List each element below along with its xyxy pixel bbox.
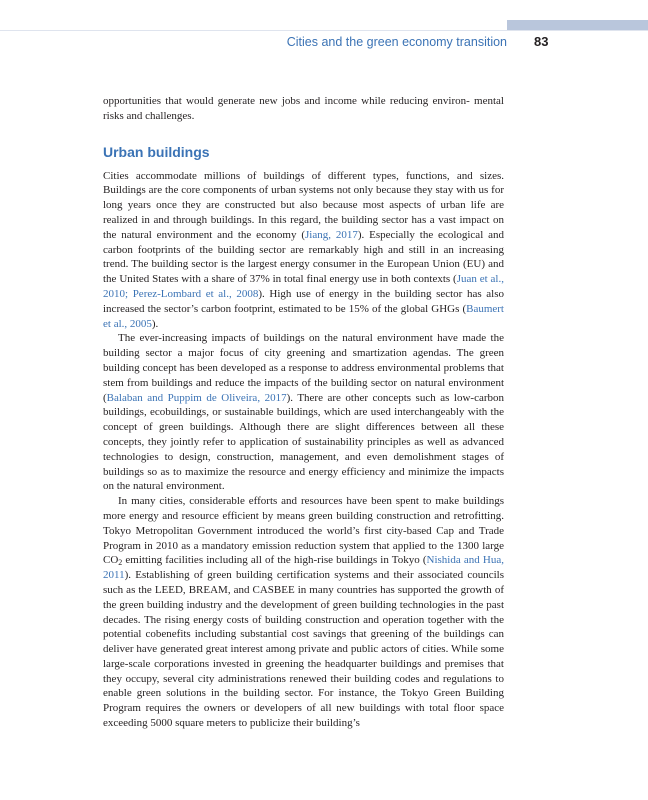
co2-subscript: 2 — [118, 558, 123, 568]
p1-text-4: ). — [151, 317, 159, 330]
citation-nishida-2011[interactable]: Nishida and Hua, 2011 — [103, 554, 504, 582]
page-number: 83 — [534, 34, 549, 49]
intro-paragraph: opportunities that would generate new jobs and income while reducing environ- mental risks and challenges. — [103, 95, 504, 122]
p1-text-1: Cities accommodate millions of buildings of different types, functions, and sizes. Buildings are the core components of urban systems not only because they stay with us for long years once they are constructed but also because most aspects of urban life are realized in and through buildings. In this regard, the building sector has a vast impact on the natural environment and the economy ( — [103, 169, 504, 241]
citation-juan-perez-lombard[interactable]: Juan et al., 2010; Perez-Lombard et al., 2008 — [103, 273, 504, 300]
running-head: Cities and the green economy transition — [286, 35, 507, 49]
paragraph-2 — [103, 331, 504, 494]
p2-text-1: The ever-increasing impacts of buildings on the natural environment have made the building sector a major focus of city greening and smartization agendas. The green building concept has been developed as a response to address environmental problems that stem from buildings and reduce the impacts of the building sector on natural environment ( — [103, 332, 504, 404]
citation-baumert-2005[interactable]: Baumert et al., 2005 — [103, 302, 504, 330]
citation-balaban-2017[interactable]: Balaban and Puppim de Oliveira, 2017 — [106, 391, 287, 404]
citation-jiang-2017[interactable]: Jiang, 2017 — [305, 228, 358, 241]
paragraph-3 — [103, 494, 504, 731]
p3-text-2: emitting facilities including all of the high-rise buildings in Tokyo ( — [122, 554, 427, 567]
p1-text-2: ). Especially the ecological and carbon footprints of the building sector are remarkably high and still in an increasing trend. The building sector is the largest energy consumer in the European Union (EU) and the United States with a share of 37% in total final energy use in both contexts ( — [103, 228, 504, 286]
paragraph-1 — [103, 169, 504, 332]
section-heading: Urban buildings — [103, 143, 210, 160]
p1-text-3: ). High use of energy in the building sector has also increased the sector’s carbon footprint, estimated to be 15% of the global GHGs ( — [103, 287, 504, 315]
body-text — [103, 94, 504, 731]
header-accent-bar — [507, 20, 648, 30]
header-rule — [0, 30, 648, 31]
p2-text-2: ). There are other concepts such as low-carbon buildings, ecobuildings, or sustainable buildings, which are used interchangeably with the concept of green buildings. Although there are slight differences between all these concepts, they jointly refer to application of sustainability principles as well as advanced technologies to design, construction, management, and even demolishment stages of buildings so as to maximize the resource and energy efficiency and minimize the impacts on the natural environment. — [103, 391, 505, 493]
p3-text-3: ). Establishing of green building certification systems and their associated councils such as the LEED, BREAM, and CASBEE in many countries has supported the growth of the green building industry and the development of green building technologies in the past decades. The rising energy costs of building construction and operation together with the potential cobenefits including substantial cost savings that greening of the buildings can deliver have generated great interest among private and public actors of cities. While some large-scale corporations invested in greening the headquarter buildings and premises that they occupy, several city administrations renewed their building codes and regulations to enable green solutions in the building sector. For instance, the Tokyo Green Building Program requires the owners or developers of all new buildings with total floor space exceeding 5000 square meters to publicize their building’s — [103, 569, 504, 730]
p3-text-1: In many cities, considerable efforts and resources have been spent to make buildings more energy and resource efficient by means green building construction and retrofitting. Tokyo Metropolitan Government introduced the world’s first city-based Cap and Trade Program in 2010 as a mandatory emission reduction system that applied to the 1300 large CO — [103, 495, 504, 567]
